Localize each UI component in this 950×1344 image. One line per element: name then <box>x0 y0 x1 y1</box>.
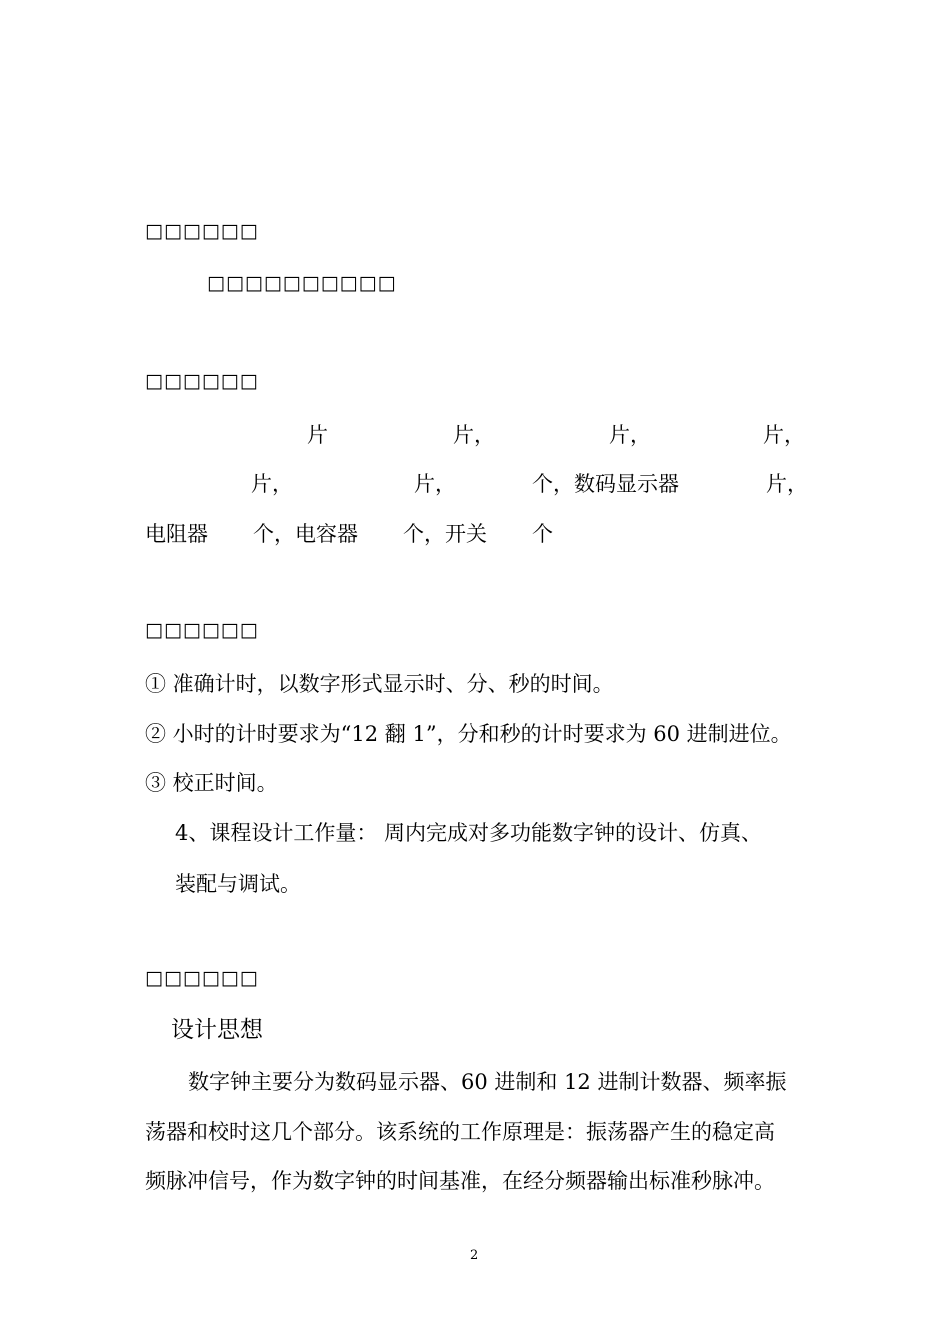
component-text: 片， <box>414 472 456 496</box>
component-text: 片， <box>609 423 651 447</box>
component-text: 个，开关 <box>403 522 487 546</box>
section-body-1: □□□□□□□□□□ <box>207 272 397 294</box>
section-heading-4: □□□□□□ <box>145 967 259 989</box>
section-heading-2: □□□□□□ <box>145 370 259 392</box>
workload-text: 装配与调试。 <box>175 872 301 896</box>
component-text: 片， <box>251 472 293 496</box>
requirement-item: ③ 校正时间。 <box>145 771 278 795</box>
design-paragraph-line: 数字钟主要分为数码显示器、60 进制和 12 进制计数器、频率振 <box>188 1070 787 1094</box>
requirement-item: ① 准确计时，以数字形式显示时、分、秒的时间。 <box>145 672 614 696</box>
component-text: 片， <box>453 423 495 447</box>
requirement-item: ② 小时的计时要求为“12 翻 1”，分和秒的计时要求为 60 进制进位。 <box>145 722 792 746</box>
component-text: 片， <box>763 423 805 447</box>
page-number: 2 <box>470 1248 479 1263</box>
component-text: 片， <box>766 472 808 496</box>
design-paragraph-line: 频脉冲信号，作为数字钟的时间基准，在经分频器输出标准秒脉冲。 <box>145 1169 775 1193</box>
section-heading-3: □□□□□□ <box>145 619 259 641</box>
design-paragraph-line: 荡器和校时这几个部分。该系统的工作原理是：振荡器产生的稳定高 <box>145 1120 775 1144</box>
component-text: 个，电容器 <box>253 522 358 546</box>
component-text: 个，数码显示器 <box>532 472 679 496</box>
component-text: 电阻器 <box>145 522 208 546</box>
component-text: 个 <box>532 522 553 546</box>
section-heading-1: □□□□□□ <box>145 220 259 242</box>
design-subtitle: 设计思想 <box>171 1017 263 1043</box>
workload-text: 4、课程设计工作量： 周内完成对多功能数字钟的设计、仿真、 <box>175 821 763 845</box>
component-text: 片 <box>307 423 328 447</box>
